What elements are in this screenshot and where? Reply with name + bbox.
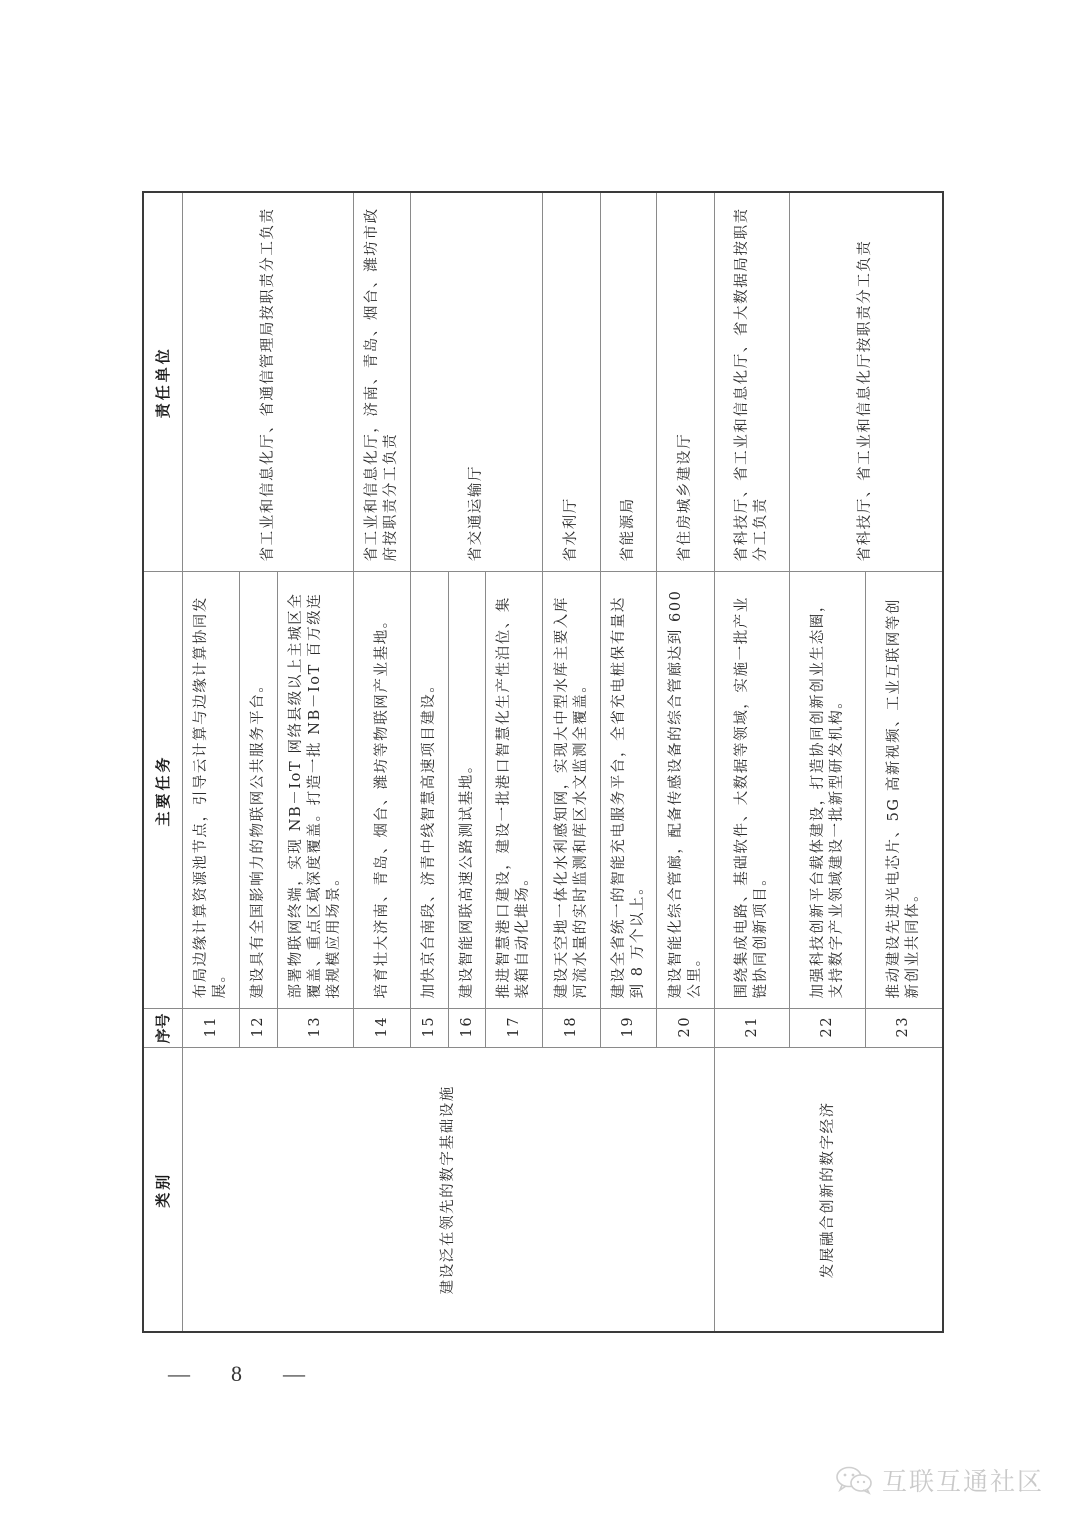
task-cell: 布局边缘计算资源池节点，引导云计算与边缘计算协同发展。 [183, 572, 240, 1009]
header-number: 序号 [143, 1009, 183, 1048]
category-cell: 发展融合创新的数字经济 [715, 1048, 943, 1332]
header-unit: 责任单位 [143, 192, 183, 572]
unit-cell: 省水利厅 [543, 192, 601, 572]
unit-cell: 省科技厅、省工业和信息化厅、省大数据局按职责分工负责 [715, 192, 790, 572]
unit-cell: 省工业和信息化厅、省通信管理局按职责分工负责 [183, 192, 354, 572]
row-number: 20 [657, 1009, 715, 1048]
page-number: — 8 — [168, 1361, 315, 1386]
row-number: 15 [411, 1009, 449, 1048]
task-cell: 部署物联网终端，实现 NB－IoT 网络县级以上主城区全覆盖、重点区域深度覆盖。打造一批 NB－IoT 百万级连接规模应用场景。 [278, 572, 354, 1009]
row-number: 11 [183, 1009, 240, 1048]
unit-cell: 省科技厅、省工业和信息化厅按职责分工负责 [790, 192, 943, 572]
task-cell: 建设全省统一的智能充电服务平台，全省充电桩保有量达到 8 万个以上。 [601, 572, 657, 1009]
row-number: 21 [715, 1009, 790, 1048]
rotated-page-content [142, 193, 940, 1333]
row-number: 17 [486, 1009, 543, 1048]
unit-cell: 省住房城乡建设厅 [657, 192, 715, 572]
task-cell: 建设智能化综合管廊，配备传感设备的综合管廊达到 600 公里。 [657, 572, 715, 1009]
task-cell: 推动建设先进光电芯片、5G 高新视频、工业互联网等创新创业共同体。 [866, 572, 943, 1009]
task-cell: 建设天空地一体化水利感知网，实现大中型水库主要入库河流水量的实时监测和库区水文监测全覆盖。 [543, 572, 601, 1009]
task-cell: 培育壮大济南、青岛、烟台、潍坊等物联网产业基地。 [354, 572, 411, 1009]
wechat-icon [834, 1465, 876, 1495]
task-cell: 加快京台南段、济青中线智慧高速项目建设。 [411, 572, 449, 1009]
row-number: 19 [601, 1009, 657, 1048]
table-header-row [143, 192, 183, 1332]
header-task: 主要任务 [143, 572, 183, 1009]
task-cell: 建设具有全国影响力的物联网公共服务平台。 [240, 572, 278, 1009]
task-cell: 推进智慧港口建设，建设一批港口智慧化生产性泊位、集装箱自动化堆场。 [486, 572, 543, 1009]
header-category: 类别 [143, 1048, 183, 1332]
row-number: 22 [790, 1009, 866, 1048]
table-row [715, 192, 790, 1332]
row-number: 14 [354, 1009, 411, 1048]
task-cell: 建设智能网联高速公路测试基地。 [449, 572, 486, 1009]
row-number: 23 [866, 1009, 943, 1048]
row-number: 16 [449, 1009, 486, 1048]
row-number: 13 [278, 1009, 354, 1048]
table-row [183, 192, 240, 1332]
unit-cell: 省交通运输厅 [411, 192, 543, 572]
task-cell: 围绕集成电路、基础软件、大数据等领域，实施一批产业链协同创新项目。 [715, 572, 790, 1009]
row-number: 12 [240, 1009, 278, 1048]
task-cell: 加强科技创新平台载体建设，打造协同创新创业生态圈，支持数字产业领域建设一批新型研发机构。 [790, 572, 866, 1009]
watermark-text: 互联互通社区 [882, 1467, 1045, 1496]
unit-cell: 省工业和信息化厅，济南、青岛、烟台、潍坊市政府按职责分工负责 [354, 192, 411, 572]
row-number: 18 [543, 1009, 601, 1048]
task-table [142, 191, 944, 1333]
watermark [834, 1462, 1044, 1498]
category-cell: 建设泛在领先的数字基础设施 [183, 1048, 715, 1332]
unit-cell: 省能源局 [601, 192, 657, 572]
